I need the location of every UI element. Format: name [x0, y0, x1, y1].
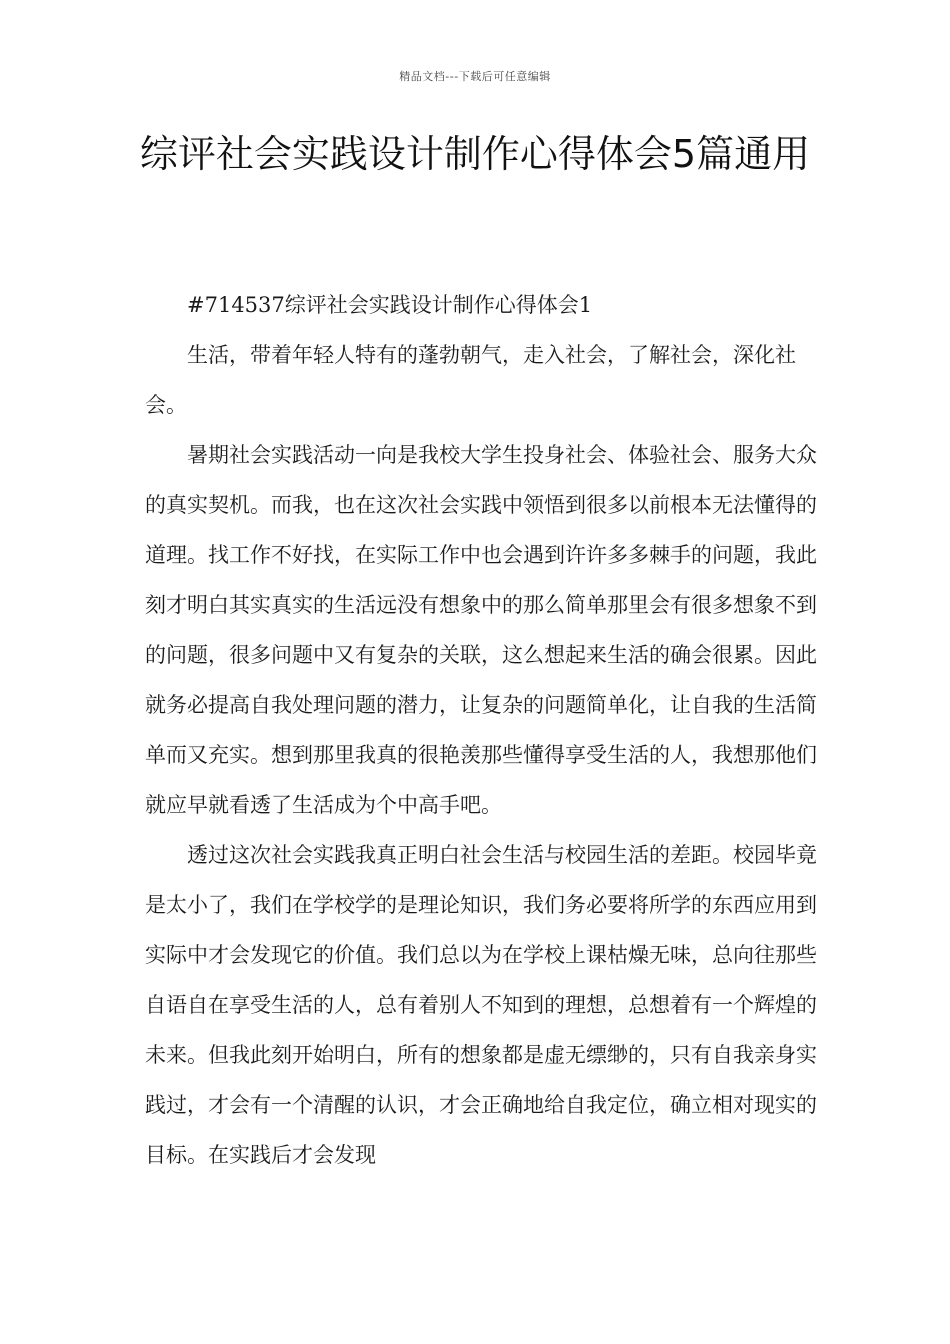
paragraph-2: 暑期社会实践活动一向是我校大学生投身社会、体验社会、服务大众的真实契机。而我，也在这次社会实践中领悟到很多以前根本无法懂得的道理。找工作不好找，在实际工作中也会遇到许许多多棘手的问题，我此刻才明白其实真实的生活远没有想象中的那么简单那里会有很多想象不到的问题，很多问题中又有复杂的关联，这么想起来生活的确会很累。因此就务必提高自我处理问题的潜力，让复杂的问题简单化，让自我的生活简单而又充实。想到那里我真的很艳羡那些懂得享受生活的人，我想那他们就应早就看透了生活成为个中高手吧。	[145, 443, 817, 817]
paragraph-1: 生活，带着年轻人特有的蓬勃朝气，走入社会，了解社会，深化社会。	[145, 343, 796, 417]
paragraph-3: 透过这次社会实践我真正明白社会生活与校园生活的差距。校园毕竟是太小了，我们在学校学的是理论知识，我们务必要将所学的东西应用到实际中才会发现它的价值。我们总以为在学校上课枯燥无味，总向往那些自语自在享受生活的人，总有着别人不知到的理想，总想着有一个辉煌的未来。但我此刻开始明白，所有的想象都是虚无缥缈的，只有自我亲身实践过，才会有一个清醒的认识，才会正确地给自我定位，确立相对现实的目标。在实践后才会发现	[145, 843, 817, 1167]
page-header: 精品文档---下载后可任意编辑	[399, 70, 551, 83]
document-body	[145, 280, 825, 1180]
section-subheading: #714537综评社会实践设计制作心得体会1	[187, 293, 593, 317]
document-title: 综评社会实践设计制作心得体会5篇通用	[139, 132, 811, 176]
